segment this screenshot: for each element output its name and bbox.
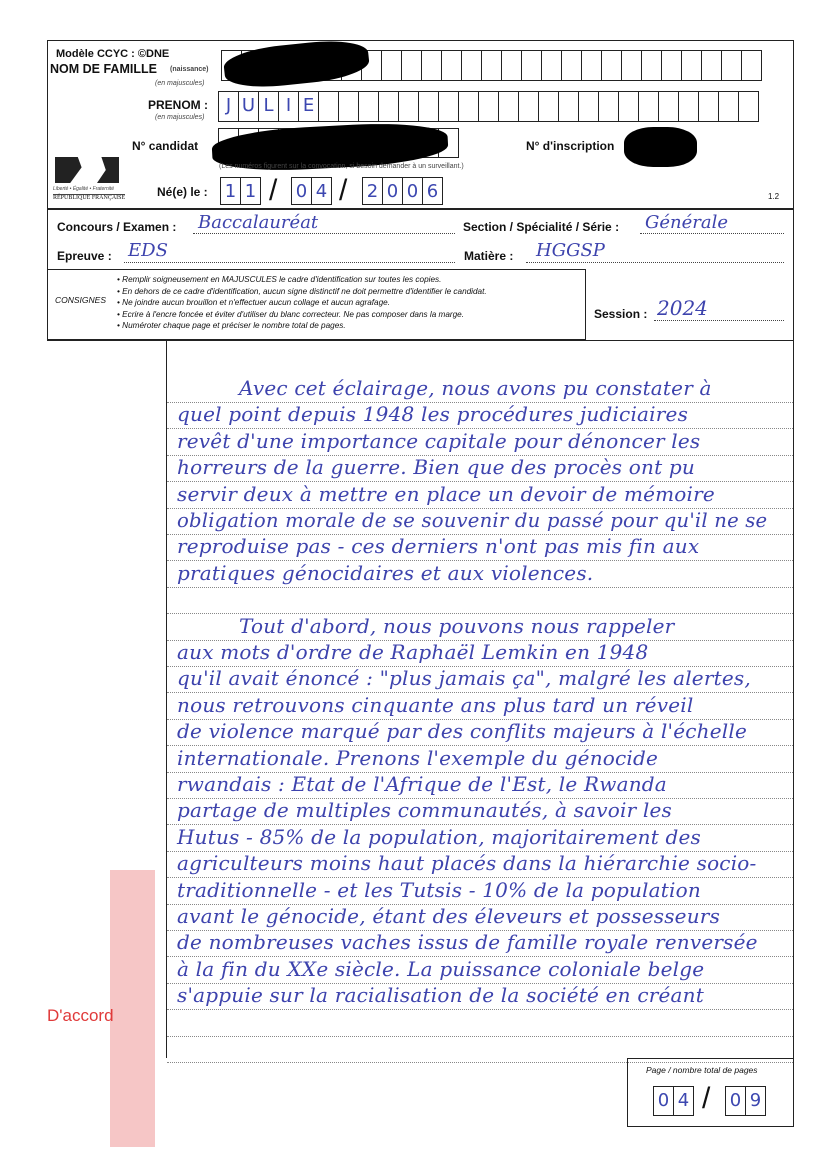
consigne-item: • Remplir soigneusement en MAJUSCULES le cadre d'identification sur toutes les copies. (117, 275, 442, 284)
prenom-letter: E (298, 91, 319, 122)
concours-value[interactable]: Baccalauréat (198, 212, 319, 233)
consignes-label: CONSIGNES (55, 295, 107, 305)
char-box (418, 91, 439, 122)
char-box (601, 50, 622, 81)
page-digit: 0 (725, 1086, 746, 1116)
handwritten-line: Avec cet éclairage, nous avons pu constater à (239, 376, 712, 400)
writing-area (166, 340, 794, 1058)
char-box (398, 91, 419, 122)
birth-digit: 1 (240, 177, 261, 205)
birth-digit: 2 (362, 177, 383, 205)
char-box (441, 50, 462, 81)
form-version: 1.2 (768, 192, 780, 201)
consigne-item: • Ecrire à l'encre foncée et éviter d'utiliser du blanc correcteur. Ne pas composer dans la marge. (117, 309, 465, 319)
char-box (338, 91, 359, 122)
char-box (698, 91, 719, 122)
char-box (421, 50, 442, 81)
section-value[interactable]: Générale (645, 212, 729, 233)
char-box (718, 91, 739, 122)
handwritten-line: de violence marqué par des conflits majeurs à l'échelle (177, 719, 747, 744)
char-box (538, 91, 559, 122)
char-box (621, 50, 642, 81)
char-box (658, 91, 679, 122)
candidat-label: N° candidat (132, 139, 199, 153)
nom-majuscules: (en majuscules) (155, 80, 205, 87)
handwritten-line: reproduise pas - ces derniers n'ont pas mis fin aux (177, 534, 700, 559)
prenom-letter: I (278, 91, 299, 122)
handwritten-line: rwandais : Etat de l'Afrique de l'Est, le Rwanda (177, 772, 667, 796)
char-box (518, 91, 539, 122)
char-box (438, 91, 459, 122)
date-slash: / (269, 174, 278, 207)
prenom-letter: J (218, 91, 239, 122)
model-label: Modèle CCYC : ©DNE (56, 48, 170, 60)
inscription-label: N° d'inscription (526, 139, 615, 153)
char-box (638, 91, 659, 122)
birth-digit: 0 (382, 177, 403, 205)
handwritten-line: pratiques génocidaires et aux violences. (177, 560, 594, 585)
consigne-item: • Ne joindre aucun brouillon et n'effectuer aucun collage et aucun agrafage. (117, 298, 390, 307)
birth-day-boxes[interactable] (221, 177, 261, 205)
date-slash: / (339, 174, 348, 207)
convocation-note: (Les numéros figurent sur la convocation, si besoin demander à un surveillant.) (219, 163, 464, 170)
page-digit: 9 (745, 1086, 766, 1116)
handwritten-line: horreurs de la guerre. Bien que des procès ont pu (177, 455, 695, 480)
handwritten-line: agriculteurs moins haut placés dans la hiérarchie socio- (177, 851, 757, 876)
birth-digit: 1 (220, 177, 241, 205)
birth-digit: 6 (422, 177, 443, 205)
birth-year-boxes[interactable] (363, 177, 443, 205)
char-box (661, 50, 682, 81)
char-box (501, 50, 522, 81)
redaction (624, 127, 697, 167)
page-slash: / (702, 1082, 711, 1115)
handwritten-line: traditionnelle - et les Tutsis - 10% de la population (177, 877, 701, 902)
handwritten-line: aux mots d'ordre de Raphaël Lemkin en 1948 (177, 640, 649, 664)
page-digit: 0 (653, 1086, 674, 1116)
logo-name: RÉPUBLIQUE FRANÇAISE (53, 195, 126, 201)
prenom-letter: U (238, 91, 259, 122)
ne-label: Né(e) le : (157, 185, 208, 199)
char-box (641, 50, 662, 81)
consignes-list (117, 274, 487, 332)
char-box (578, 91, 599, 122)
char-box (358, 91, 379, 122)
char-box (678, 91, 699, 122)
char-box (378, 91, 399, 122)
handwritten-line: revêt d'une importance capitale pour dénoncer les (177, 428, 701, 453)
handwritten-line: internationale. Prenons l'exemple du génocide (177, 745, 659, 770)
handwritten-line: partage de multiples communautés, à savoir les (177, 798, 672, 823)
ruled-line (167, 1036, 793, 1037)
handwritten-line: nous retrouvons cinquante ans plus tard un réveil (177, 692, 694, 717)
char-box (478, 91, 499, 122)
char-box (618, 91, 639, 122)
char-box (498, 91, 519, 122)
char-box (401, 50, 422, 81)
page-total-boxes[interactable] (726, 1086, 766, 1116)
ruled-line (167, 587, 793, 588)
char-box (561, 50, 582, 81)
margin-annotation: D'accord (47, 1006, 114, 1025)
handwritten-line: servir deux à mettre en place un devoir de mémoire (177, 481, 715, 506)
char-box (481, 50, 502, 81)
char-box (541, 50, 562, 81)
birth-digit: 0 (402, 177, 423, 205)
char-box (521, 50, 542, 81)
char-box (598, 91, 619, 122)
handwritten-line: avant le génocide, étant des éleveurs et possesseurs (177, 904, 721, 928)
prenom-label: PRENOM : (148, 98, 208, 112)
handwritten-line: obligation morale de se souvenir du passé pour qu'il ne se (177, 508, 768, 532)
char-box (681, 50, 702, 81)
section-label: Section / Spécialité / Série : (463, 220, 620, 234)
nom-sub: (naissance) (170, 66, 209, 73)
char-box (318, 91, 339, 122)
char-box (458, 91, 479, 122)
highlight-mark (110, 870, 155, 1147)
session-label: Session : (594, 307, 648, 321)
pagination-label: Page / nombre total de pages (646, 1065, 758, 1075)
marianne-logo (53, 157, 135, 205)
consigne-item: • En dehors de ce cadre d'identification, aucun signe distinctif ne doit permettre d'identifier le candidat. (117, 286, 487, 296)
char-box (738, 91, 759, 122)
matiere-label: Matière : (464, 249, 514, 263)
nom-label: NOM DE FAMILLE (50, 62, 157, 76)
handwritten-line: Tout d'abord, nous pouvons nous rappeler (239, 613, 675, 638)
page-number-boxes[interactable] (654, 1086, 694, 1116)
char-box (381, 50, 402, 81)
prenom-letter: L (258, 91, 279, 122)
session-value[interactable]: 2024 (657, 296, 708, 320)
char-box (558, 91, 579, 122)
logo-motto: Liberté • Égalité • Fraternité (53, 186, 115, 192)
birth-month-boxes[interactable] (292, 177, 332, 205)
matiere-value[interactable]: HGGSP (536, 240, 605, 261)
birth-digit: 0 (291, 177, 312, 205)
handwritten-line: Hutus - 85% de la population, majoritairement des (177, 824, 701, 849)
handwritten-line: s'appuie sur la racialisation de la société en créant (177, 983, 704, 1008)
char-box (701, 50, 722, 81)
ruled-line (167, 1009, 793, 1010)
epreuve-value[interactable]: EDS (128, 240, 168, 261)
page-digit: 4 (673, 1086, 694, 1116)
prenom-majuscules: (en majuscules) (155, 114, 205, 121)
char-box (741, 50, 762, 81)
birth-digit: 4 (311, 177, 332, 205)
handwritten-line: à la fin du XXe siècle. La puissance coloniale belge (177, 956, 705, 981)
char-box (461, 50, 482, 81)
handwritten-line: quel point depuis 1948 les procédures judiciaires (177, 402, 689, 427)
consigne-item: • Numéroter chaque page et préciser le nombre total de pages. (117, 321, 346, 330)
concours-label: Concours / Examen : (57, 220, 177, 234)
prenom-boxes[interactable] (219, 91, 759, 122)
handwritten-line: de nombreuses vaches issus de famille royale renversée (177, 930, 758, 955)
epreuve-label: Epreuve : (57, 249, 112, 263)
handwritten-line: qu'il avait énoncé : "plus jamais ça", malgré les alertes, (177, 666, 751, 691)
char-box (721, 50, 742, 81)
char-box (581, 50, 602, 81)
